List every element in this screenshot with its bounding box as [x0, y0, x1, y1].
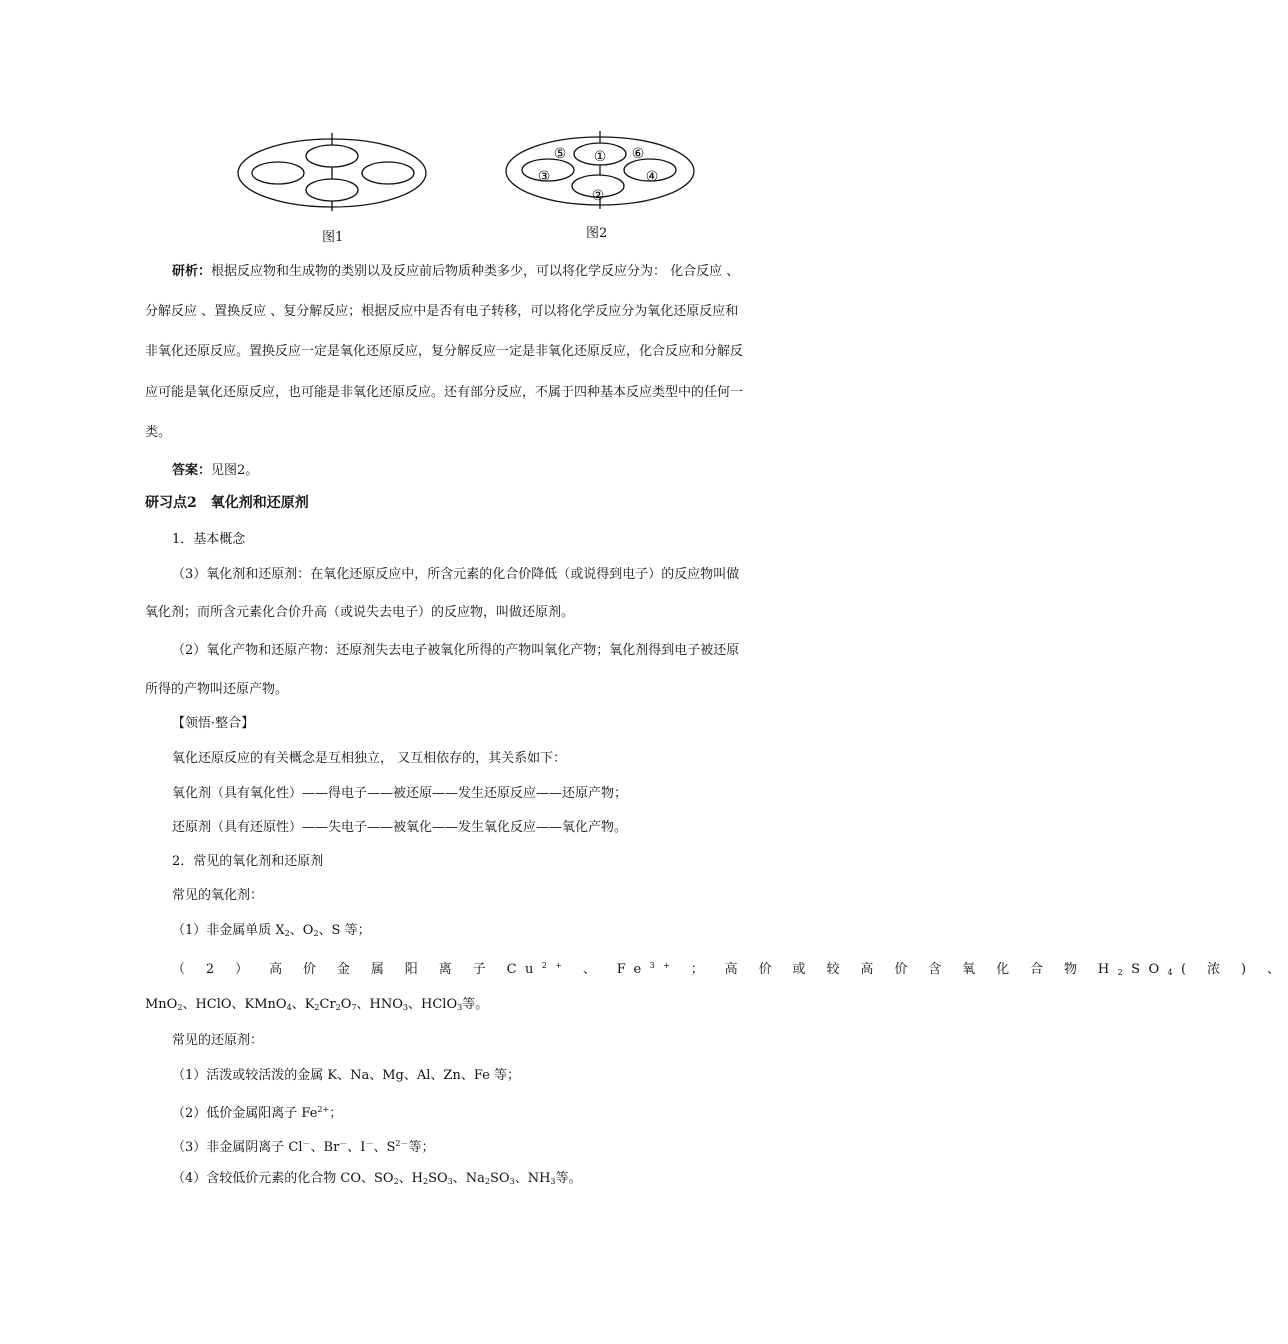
- figure-1-diagram: [236, 132, 428, 212]
- concept-1-line-1: （3）氧化剂和还原剂：在氧化还原反应中，所含元素的化合价降低（或说得到电子）的反应物叫做: [172, 567, 740, 582]
- oxidants-label: 常见的氧化剂：: [172, 888, 264, 903]
- figure-2-caption: 图2: [586, 226, 608, 241]
- section-title: 研习点2 氧化剂和还原剂: [145, 495, 309, 511]
- analysis-line-5: 类。: [145, 425, 172, 440]
- reductant-chain: 还原剂（具有还原性）——失电子——被氧化——发生氧化反应——氧化产物。: [172, 820, 628, 835]
- figure-1-caption: 图1: [322, 230, 344, 245]
- reductants-label: 常见的还原剂：: [172, 1033, 264, 1048]
- oxidant-item-2-line-1: （ 2 ） 高 价 金 属 阳 离 子 $Cu^{2+}$ 、 $Fe^{3+}$ ； 高 价 或 较 高 价 含 氧 化 合 物 $H_2SO_4$( 浓 ) 、: [172, 961, 1288, 977]
- reductant-item-3: （3）非金属阴离子 Cl－、Br－、I－、$S^{2-}$等；: [172, 1139, 435, 1155]
- answer-text: 见图2。: [211, 463, 259, 478]
- analysis-line-1: [172, 263, 739, 281]
- integration-title: 【领悟·整合】: [172, 716, 255, 731]
- oxidant-item-1: （1）非金属单质 $X_2$、$O_2$、S 等；: [172, 923, 371, 938]
- analysis-label: 研析：: [172, 264, 212, 279]
- oxidant-chain: 氧化剂（具有氧化性）——得电子——被还原——发生还原反应——还原产物；: [172, 786, 628, 801]
- fig2-label-4: ④: [645, 169, 659, 185]
- reductant-item-2: （2）低价金属阳离子 $Fe^{2+}$；: [172, 1105, 343, 1121]
- concept-1-line-2: 氧化剂；而所含元素化合价升高（或说失去电子）的反应物，叫做还原剂。: [145, 605, 575, 620]
- answer-label: 答案：: [172, 463, 212, 478]
- fig2-label-6: ⑥: [631, 146, 645, 162]
- concept-2-line-2: 所得的产物叫还原产物。: [145, 682, 289, 697]
- oxidant-item-2-line-2: MnO$_2$、HClO、KMnO$_4$、$K_2Cr_2O_7$、$HNO_3$、HClO$_3$等。: [145, 997, 489, 1012]
- analysis-line-3: 非氧化还原反应。置换反应一定是氧化还原反应，复分解反应一定是非氧化还原反应，化合反应和分解反: [145, 344, 744, 359]
- fig2-label-2: ②: [591, 188, 605, 204]
- analysis-line-2: 分解反应 、置换反应 、复分解反应；根据反应中是否有电子转移，可以将化学反应分为氧化还原反应和: [145, 304, 739, 319]
- concepts-heading: 1．基本概念: [172, 532, 246, 547]
- concept-2-line-1: （2）氧化产物和还原产物：还原剂失去电子被氧化所得的产物叫氧化产物；氧化剂得到电子被还原: [172, 643, 740, 658]
- analysis-line-4: 应可能是氧化还原反应，也可能是非氧化还原反应。还有部分反应，不属于四种基本反应类型中的任何一: [145, 385, 744, 400]
- integration-intro: 氧化还原反应的有关概念是互相独立， 又互相依存的，其关系如下：: [172, 751, 567, 766]
- answer-line: [172, 462, 258, 480]
- common-heading: 2．常见的氧化剂和还原剂: [172, 854, 324, 869]
- reductant-item-1: （1）活泼或较活泼的金属 K、Na、Mg、Al、Zn、Fe 等；: [172, 1068, 520, 1083]
- fig2-label-3: ③: [537, 169, 551, 185]
- fig2-label-5: ⑤: [553, 146, 567, 162]
- analysis-text-1: 根据反应物和生成物的类别以及反应前后物质种类多少，可以将化学反应分为： 化合反应 、: [211, 264, 740, 279]
- figure-2-diagram: [504, 130, 696, 210]
- fig2-label-1: ①: [593, 149, 607, 165]
- reductant-item-4: （4）含较低价元素的化合物 CO、$SO_2$、$H_2SO_3$、$Na_2SO_3$、$NH_3$等。: [172, 1171, 582, 1186]
